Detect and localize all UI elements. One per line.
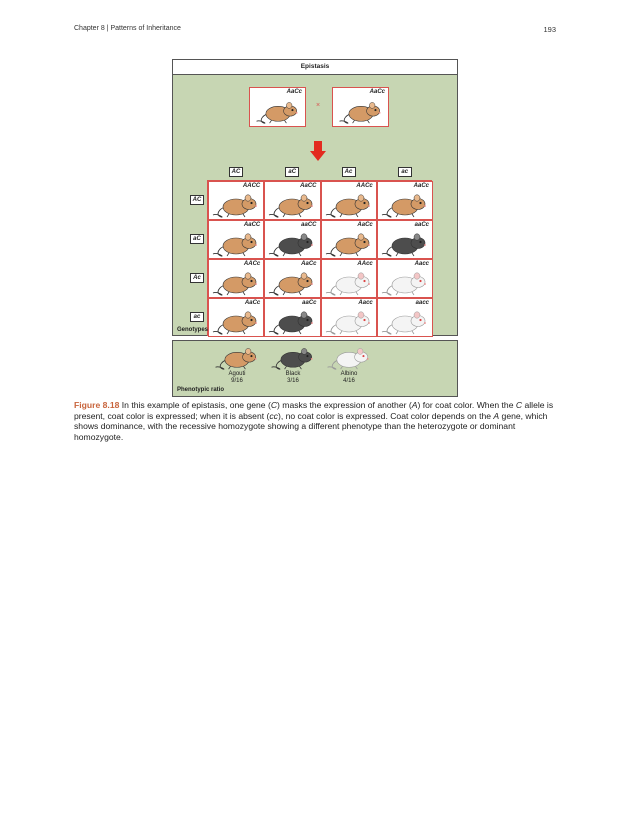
cell-genotype-label: AaCC [300,183,317,189]
agouti-mouse-icon [324,228,374,258]
phenotype-black [265,343,321,385]
caption-fragment: ) for coat color. When the [417,400,516,410]
albino-mouse-icon [380,267,430,297]
albino-mouse-icon [324,343,374,371]
down-arrow-icon [310,141,326,161]
punnett-cell [264,220,320,259]
cell-genotype-label: Aacc [358,300,373,306]
phenotype-albino [321,343,377,385]
epistasis-figure [172,59,458,397]
agouti-mouse-icon [267,267,317,297]
cell-genotype-label: Aacc [414,261,429,267]
gamete-column-label: AC [229,167,243,177]
genotypes-panel [172,75,458,336]
gamete-row-label: ac [190,312,204,322]
albino-mouse-icon [324,267,374,297]
punnett-cell [321,220,377,259]
agouti-mouse-icon [211,228,261,258]
caption-fragment: ) masks the expression of another ( [277,400,412,410]
gamete-column-label: aC [285,167,299,177]
punnett-cell [377,298,433,337]
cell-genotype-label: aacc [415,300,429,306]
punnett-cell [264,259,320,298]
caption-fragment: ), no coat color is expressed. Coat color depends on the [277,410,494,421]
cell-genotype-label: AaCc [413,183,429,189]
agouti-mouse-icon [267,189,317,219]
cell-genotype-label: AACc [356,183,373,189]
punnett-cell [377,259,433,298]
figure-caption [74,400,556,442]
punnett-cell [264,181,320,220]
cell-genotype-label: aaCC [301,222,317,228]
cell-genotype-label: AaCc [301,261,317,267]
gamete-column-label: ac [398,167,412,177]
caption-fragment: C [270,400,278,410]
figure-number: Figure 8.18 [74,400,120,410]
gamete-column-label: Ac [342,167,356,177]
black-mouse-icon [268,343,318,371]
black-mouse-icon [267,306,317,336]
cell-genotype-label: AaCC [243,222,261,228]
punnett-cell [208,181,264,220]
phenotype-name: Albino [340,371,358,377]
caption-fragment: A [411,400,418,410]
albino-mouse-icon [324,306,374,336]
gamete-row-label: aC [190,234,204,244]
gamete-row-label: Ac [190,273,204,283]
cell-genotype-label: AaCc [244,300,261,306]
cell-genotype-label: AAcc [357,261,373,267]
figure-title: Epistasis [172,59,458,75]
punnett-cell [377,220,433,259]
phenotype-name: Black [285,371,301,377]
genotypes-label: Genotypes [177,327,209,333]
caption-fragment: gene, which shows dominance, with the recessive homozygote showing a different phenotype than the heterozygote or dominant homozygote. [74,410,548,442]
agouti-mouse-icon [324,189,374,219]
agouti-mouse-icon [337,97,385,125]
parent-mouse-2 [332,87,389,127]
agouti-mouse-icon [212,343,262,371]
phenotype-agouti [209,343,265,385]
punnett-cell [208,220,264,259]
caption-fragment: cc [269,410,278,421]
punnett-cell [264,298,320,337]
agouti-mouse-icon [254,97,302,125]
caption-fragment: C [515,400,523,410]
punnett-cell [321,259,377,298]
punnett-cell [377,181,433,220]
agouti-mouse-icon [211,267,261,297]
parent-mouse-1 [249,87,306,127]
albino-mouse-icon [380,306,430,336]
phenotype-ratio: 9/16 [231,378,243,384]
cell-genotype-label: aaCc [302,300,317,306]
punnett-square [207,180,432,336]
phenotypes-panel [172,340,458,397]
caption-fragment: A [493,410,500,421]
cell-genotype-label: aaCc [414,222,429,228]
gamete-row-label: AC [190,195,204,205]
caption-fragment: allele is present, coat color is expressed; when it is absent ( [74,400,554,421]
black-mouse-icon [267,228,317,258]
punnett-cell [321,298,377,337]
punnett-cell [208,259,264,298]
phenotype-ratio: 4/16 [343,378,355,384]
page-number: 193 [543,25,556,34]
punnett-cell [321,181,377,220]
punnett-cell [208,298,264,337]
agouti-mouse-icon [211,189,261,219]
cross-symbol: × [316,102,321,109]
agouti-mouse-icon [211,306,261,336]
phenotype-ratio: 3/16 [287,378,299,384]
parent-genotype-label: AaCc [286,89,302,95]
cell-genotype-label: AACc [243,261,261,267]
running-head: Chapter 8 | Patterns of Inheritance [74,25,181,32]
caption-fragment: In this example of epistasis, one gene ( [119,400,271,410]
black-mouse-icon [380,228,430,258]
phenotype-name: Agouti [228,371,246,377]
parent-genotype-label: AaCc [369,89,385,95]
cell-genotype-label: AaCc [357,222,373,228]
agouti-mouse-icon [380,189,430,219]
phenotypic-ratio-label: Phenotypic ratio [177,387,225,393]
caption-text [74,400,553,442]
cell-genotype-label: AACC [242,183,261,189]
